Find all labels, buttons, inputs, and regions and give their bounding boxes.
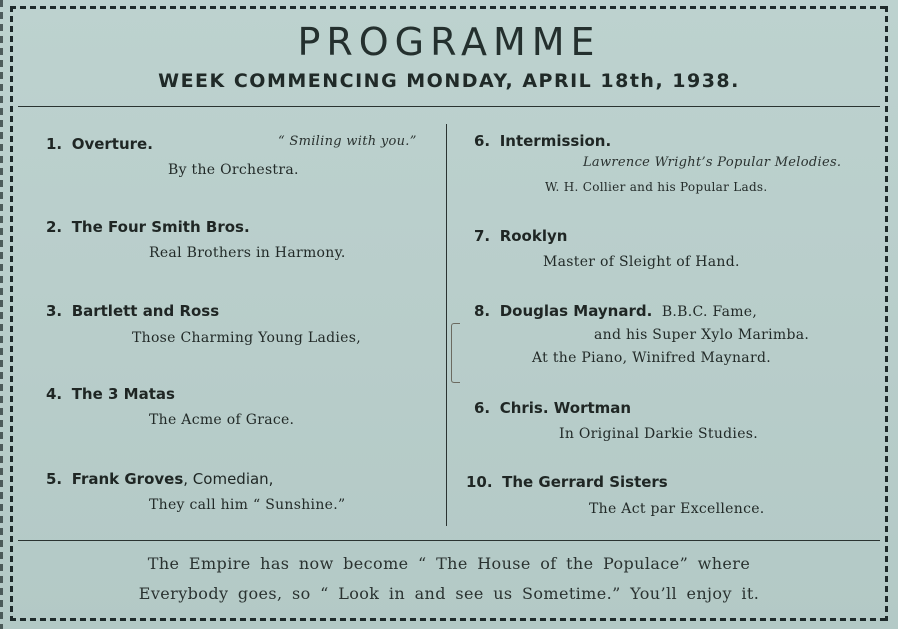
item-number: 1. — [46, 135, 63, 153]
item-name: Frank Groves — [71, 470, 184, 488]
staple-mark — [451, 323, 460, 383]
item-number: 7. — [474, 227, 491, 245]
dashed-edge-outer — [0, 0, 3, 629]
item-7-line: Master of Sleight of Hand. — [543, 254, 740, 270]
item-name: Douglas Maynard. — [499, 302, 653, 320]
item-number: 2. — [46, 218, 63, 236]
programme-item-3 — [46, 302, 219, 320]
programme-item-5 — [46, 470, 273, 488]
item-number: 6. — [474, 399, 491, 417]
divider-top — [18, 106, 880, 107]
item-number: 3. — [46, 302, 63, 320]
item-number: 10. — [466, 473, 493, 491]
item-6-note: Lawrence Wright’s Popular Melodies. — [583, 155, 842, 170]
item-4-line: The Acme of Grace. — [149, 412, 295, 428]
programme-item-4 — [46, 385, 175, 403]
dashed-border-top — [10, 6, 888, 9]
item-9-line: In Original Darkie Studies. — [559, 426, 759, 442]
programme-item-7 — [474, 227, 567, 245]
item-3-line: Those Charming Young Ladies, — [132, 330, 361, 346]
item-name-extra: B.B.C. Fame, — [661, 304, 758, 320]
item-name: Rooklyn — [499, 227, 568, 245]
item-number: 8. — [474, 302, 491, 320]
item-name: Intermission. — [499, 132, 612, 150]
item-number: 5. — [46, 470, 63, 488]
programme-item-9 — [474, 399, 631, 417]
week-subtitle: WEEK COMMENCING MONDAY, APRIL 18th, 1938. — [158, 70, 740, 92]
item-name: Overture. — [71, 135, 153, 153]
programme-item-6 — [474, 132, 611, 150]
item-5-line: They call him “ Sunshine.” — [149, 497, 346, 513]
item-1-line: By the Orchestra. — [168, 162, 299, 178]
programme-item-2 — [46, 218, 250, 236]
footer-line-2: Everybody goes, so “ Look in and see us Sometime.” You’ll enjoy it. — [138, 584, 760, 603]
item-8-line2: At the Piano, Winifred Maynard. — [532, 350, 771, 366]
item-1-note: “ Smiling with you.” — [278, 134, 417, 149]
programme-item-10 — [466, 473, 668, 491]
footer-line-1: The Empire has now become “ The House of the Populace” where — [147, 554, 751, 573]
item-name: Bartlett and Ross — [71, 302, 220, 320]
item-name-extra: , Comedian, — [183, 470, 274, 488]
item-2-line: Real Brothers in Harmony. — [149, 245, 346, 261]
programme-item-1 — [46, 135, 153, 153]
dashed-border-left — [10, 6, 13, 621]
column-divider — [446, 124, 447, 526]
item-6-line: W. H. Collier and his Popular Lads. — [545, 180, 768, 194]
item-name: The 3 Matas — [71, 385, 175, 403]
divider-bottom — [18, 540, 880, 541]
dashed-border-right — [885, 6, 888, 621]
item-8-line: and his Super Xylo Marimba. — [594, 327, 810, 343]
item-number: 6. — [474, 132, 491, 150]
programme-item-8 — [474, 302, 757, 320]
page-title: PROGRAMME — [297, 20, 601, 64]
item-number: 4. — [46, 385, 63, 403]
item-name: The Gerrard Sisters — [502, 473, 668, 491]
item-10-line: The Act par Excellence. — [589, 501, 765, 517]
dashed-border-bottom — [10, 618, 888, 621]
item-name: Chris. Wortman — [499, 399, 632, 417]
item-name: The Four Smith Bros. — [71, 218, 250, 236]
